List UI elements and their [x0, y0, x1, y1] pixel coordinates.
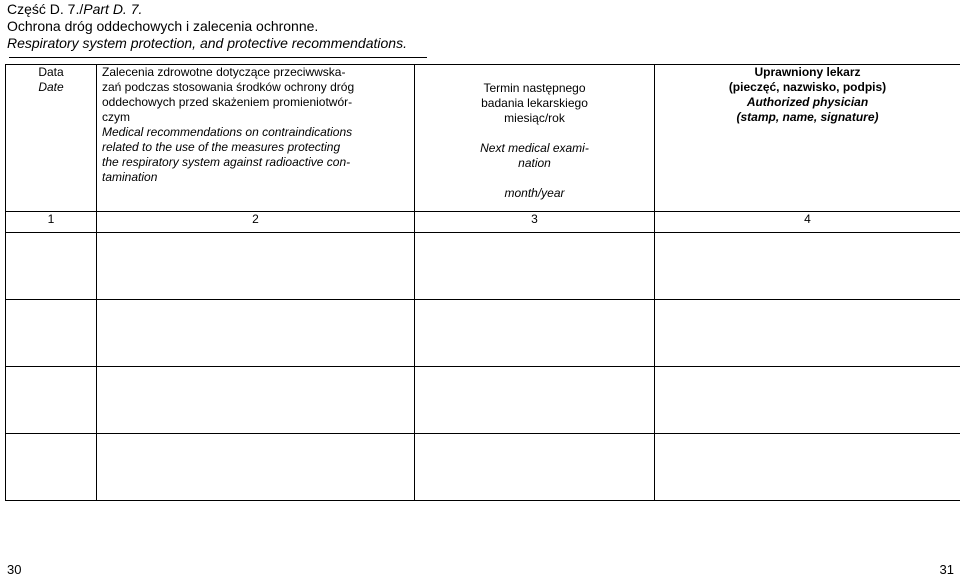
- next-exam-cell[interactable]: [415, 233, 655, 300]
- part-title: Część D. 7./Part D. 7.: [7, 1, 143, 17]
- physician-cell[interactable]: [655, 233, 960, 300]
- next-exam-cell[interactable]: [415, 367, 655, 434]
- column-numbers-row: [6, 212, 960, 233]
- physician-cell[interactable]: [655, 300, 960, 367]
- date-header: Data Date: [6, 65, 97, 212]
- section-title-en: Respiratory system protection, and protective recommendations.: [7, 35, 407, 51]
- recommendations-header: Zalecenia zdrowotne dotyczące przeciwwska- zań podczas stosowania środków ochrony dróg oddechowych przed skażeniem promieniotwór- czym Medical recommendations on contraindications related to the use of the measures protecting the respiratory system against radioactive con- tamination: [97, 65, 415, 212]
- page-header: [7, 1, 407, 52]
- next-exam-header-text: Termin następnego badania lekarskiego miesiąc/rok Next medical exami- nation month/year: [539, 65, 655, 212]
- column-number: 4: [655, 212, 960, 233]
- records-table: [5, 64, 960, 501]
- physician-cell[interactable]: [655, 434, 960, 501]
- page-number-right: 31: [939, 562, 954, 577]
- recommendation-cell[interactable]: [97, 300, 415, 367]
- table-header-row: [6, 65, 960, 212]
- table-row: [6, 233, 960, 300]
- next-exam-cell[interactable]: [415, 434, 655, 501]
- physician-cell[interactable]: [655, 367, 960, 434]
- page-number-left: 30: [7, 562, 22, 577]
- recommendation-cell[interactable]: [97, 434, 415, 501]
- column-number: 2: [97, 212, 415, 233]
- date-cell[interactable]: [6, 367, 97, 434]
- date-cell[interactable]: [6, 434, 97, 501]
- physician-header: Uprawniony lekarz (pieczęć, nazwisko, podpis) Authorized physician (stamp, name, signature): [655, 65, 960, 212]
- table-row: [6, 434, 960, 501]
- table-row: [6, 367, 960, 434]
- section-title-pl: Ochrona dróg oddechowych i zalecenia ochronne.: [7, 18, 319, 34]
- table-row: [6, 300, 960, 367]
- recommendation-cell[interactable]: [97, 233, 415, 300]
- date-cell[interactable]: [6, 233, 97, 300]
- recommendation-cell[interactable]: [97, 367, 415, 434]
- column-number: 1: [6, 212, 97, 233]
- column-number: 3: [415, 212, 655, 233]
- header-rule: [9, 57, 427, 58]
- next-exam-cell[interactable]: [415, 300, 655, 367]
- date-cell[interactable]: [6, 300, 97, 367]
